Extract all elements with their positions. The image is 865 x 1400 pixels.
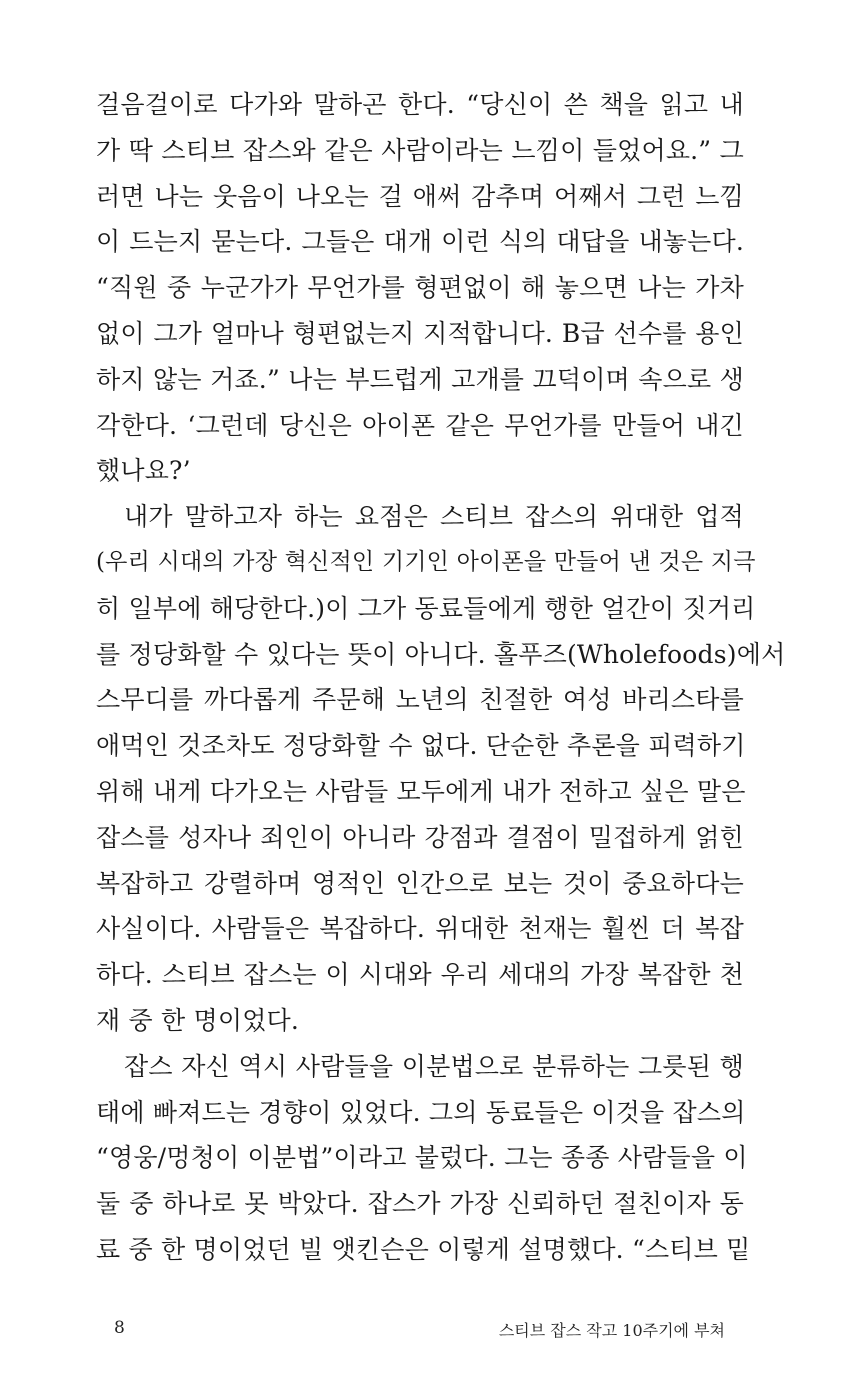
text-line: 잡스 자신 역시 사람들을 이분법으로 분류하는 그릇된 행 [124, 1051, 744, 1081]
text-line: 를 정당화할 수 있다는 뜻이 아니다. 홀푸즈(Wholefoods)에서 [96, 639, 786, 669]
text-line: 러면 나는 웃음이 나오는 걸 애써 감추며 어째서 그런 느낌 [96, 181, 744, 211]
text-line: (우리 시대의 가장 혁신적인 기기인 아이폰을 만들어 낸 것은 지극 [96, 548, 756, 575]
text-line: 이 드는지 묻는다. 그들은 대개 이런 식의 대답을 내놓는다. [96, 227, 744, 257]
text-line: 스무디를 까다롭게 주문해 노년의 친절한 여성 바리스타를 [96, 685, 744, 715]
paragraph [96, 82, 744, 494]
text-line: 하다. 스티브 잡스는 이 시대와 우리 세대의 가장 복잡한 천 [96, 960, 744, 990]
text-line: 잡스를 성자나 죄인이 아니라 강점과 결점이 밀접하게 얽힌 [96, 822, 744, 852]
text-line: 위해 내게 다가오는 사람들 모두에게 내가 전하고 싶은 말은 [96, 776, 746, 806]
text-line: 태에 빠져드는 경향이 있었다. 그의 동료들은 이것을 잡스의 [96, 1097, 746, 1127]
page-number: 8 [114, 1318, 125, 1338]
paragraph [96, 494, 786, 1044]
body-text [96, 82, 786, 1273]
paragraph [96, 1044, 751, 1273]
running-title: 스티브 잡스 작고 10주기에 부쳐 [498, 1321, 725, 1340]
text-line: 애먹인 것조차도 정당화할 수 없다. 단순한 추론을 피력하기 [96, 731, 746, 761]
text-line: 사실이다. 사람들은 복잡하다. 위대한 천재는 훨씬 더 복잡 [96, 914, 744, 944]
page-footer [0, 1318, 865, 1348]
text-line: 했나요?’ [96, 456, 191, 486]
text-line: 걸음걸이로 다가와 말하곤 한다. “당신이 쓴 책을 읽고 내 [96, 90, 744, 119]
text-line: 각한다. ‘그런데 당신은 아이폰 같은 무언가를 만들어 내긴 [96, 410, 744, 440]
text-line: 둘 중 하나로 못 박았다. 잡스가 가장 신뢰하던 절친이자 동 [96, 1189, 744, 1219]
text-line: 없이 그가 얼마나 형편없는지 지적합니다. B급 선수를 용인 [96, 318, 744, 348]
text-line: 복잡하고 강렬하며 영적인 인간으로 보는 것이 중요하다는 [96, 868, 744, 898]
text-line: 하지 않는 거죠.” 나는 부드럽게 고개를 끄덕이며 속으로 생 [96, 364, 744, 394]
text-line: 가 딱 스티브 잡스와 같은 사람이라는 느낌이 들었어요.” 그 [96, 135, 744, 165]
text-line: 료 중 한 명이었던 빌 앳킨슨은 이렇게 설명했다. “스티브 밑 [96, 1234, 751, 1264]
text-line: “영웅/멍청이 이분법”이라고 불렀다. 그는 종종 사람들을 이 [96, 1143, 748, 1173]
text-line: 재 중 한 명이었다. [96, 1005, 300, 1035]
text-line: 내가 말하고자 하는 요점은 스티브 잡스의 위대한 업적 [124, 502, 744, 532]
text-line: “직원 중 누군가가 무언가를 형편없이 해 놓으면 나는 가차 [96, 273, 744, 303]
text-line: 히 일부에 해당한다.)이 그가 동료들에게 행한 얼간이 짓거리 [96, 593, 756, 623]
